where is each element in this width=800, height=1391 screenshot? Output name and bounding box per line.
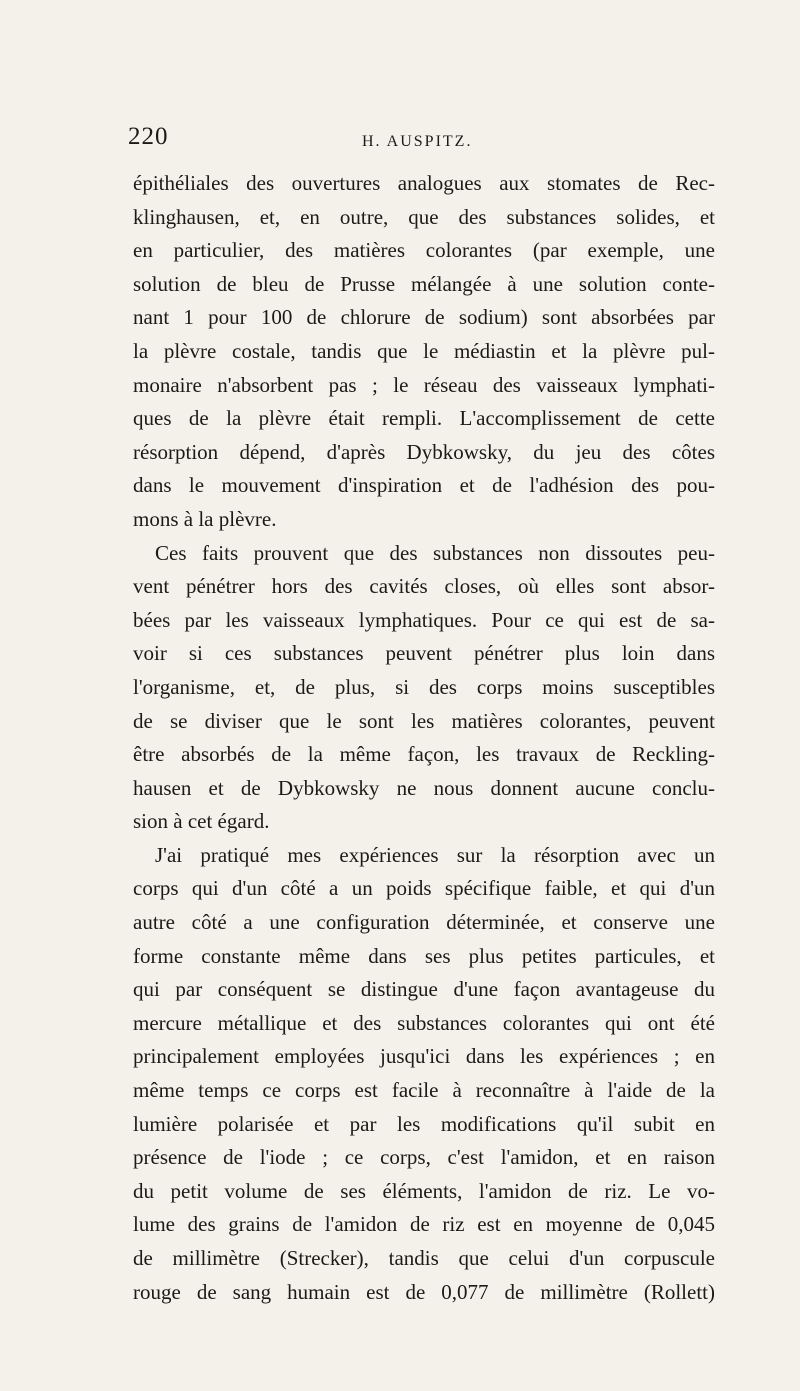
text-line: en particulier, des matières colorantes (par exemple, une [133,238,715,263]
text-line: mercure métallique et des substances colorantes qui ont été [133,1010,715,1035]
text-line: de se diviser que le sont les matières colorantes, peuvent [133,708,715,733]
text-line: klinghausen, et, en outre, que des substances solides, et [133,204,715,229]
text-line: nant 1 pour 100 de chlorure de sodium) sont absorbées par [133,305,715,330]
text-line: épithéliales des ouvertures analogues aux stomates de Rec- [133,171,715,195]
text-line: l'organisme, et, de plus, si des corps moins susceptibles [133,674,715,699]
text-line: monaire n'absorbent pas ; le réseau des vaisseaux lymphati- [133,372,715,397]
text-line: qui par conséquent se distingue d'une façon avantageuse du [133,977,715,1002]
text-line: solution de bleu de Prusse mélangée à une solution conte- [133,271,715,296]
text-line: lume des grains de l'amidon de riz est en moyenne de 0,045 [133,1212,715,1237]
text-line: bées par les vaisseaux lymphatiques. Pour ce qui est de sa- [133,607,715,632]
text-line: mons à la plèvre. [133,506,277,531]
paragraph-start-line: J'ai pratiqué mes expériences sur la résorption avec un [155,842,715,867]
text-line: dans le mouvement d'inspiration et de l'adhésion des pou- [133,473,715,498]
text-line: la plèvre costale, tandis que le médiastin et la plèvre pul- [133,338,715,363]
text-line: vent pénétrer hors des cavités closes, où elles sont absor- [133,574,715,599]
text-line: être absorbés de la même façon, les travaux de Reckling- [133,742,715,767]
page-number: 220 [128,123,169,150]
text-line: autre côté a une configuration déterminée, et conserve une [133,910,715,935]
text-line: présence de l'iode ; ce corps, c'est l'amidon, et en raison [133,1145,715,1170]
text-line: corps qui d'un côté a un poids spécifique faible, et qui d'un [133,876,715,901]
text-line: résorption dépend, d'après Dybkowsky, du jeu des côtes [133,439,715,464]
text-line: rouge de sang humain est de 0,077 de millimètre (Rollett) [133,1279,715,1304]
running-title: H. AUSPITZ. [362,133,473,150]
text-line: principalement employées jusqu'ici dans les expériences ; en [133,1044,715,1069]
text-line: forme constante même dans ses plus petites particules, et [133,943,715,968]
text-line: lumière polarisée et par les modifications qu'il subit en [133,1111,715,1136]
text-line: sion à cet égard. [133,809,270,834]
body-text [133,167,715,1309]
text-line: hausen et de Dybkowsky ne nous donnent aucune conclu- [133,775,715,800]
text-line: de millimètre (Strecker), tandis que celui d'un corpuscule [133,1246,715,1270]
text-line: du petit volume de ses éléments, l'amidon de riz. Le vo- [133,1178,715,1203]
text-line: ques de la plèvre était rempli. L'accomplissement de cette [133,406,715,431]
text-line: même temps ce corps est facile à reconnaître à l'aide de la [133,1078,715,1103]
paragraph-start-line: Ces faits prouvent que des substances non dissoutes peu- [155,540,715,565]
text-line: voir si ces substances peuvent pénétrer plus loin dans [133,641,715,666]
